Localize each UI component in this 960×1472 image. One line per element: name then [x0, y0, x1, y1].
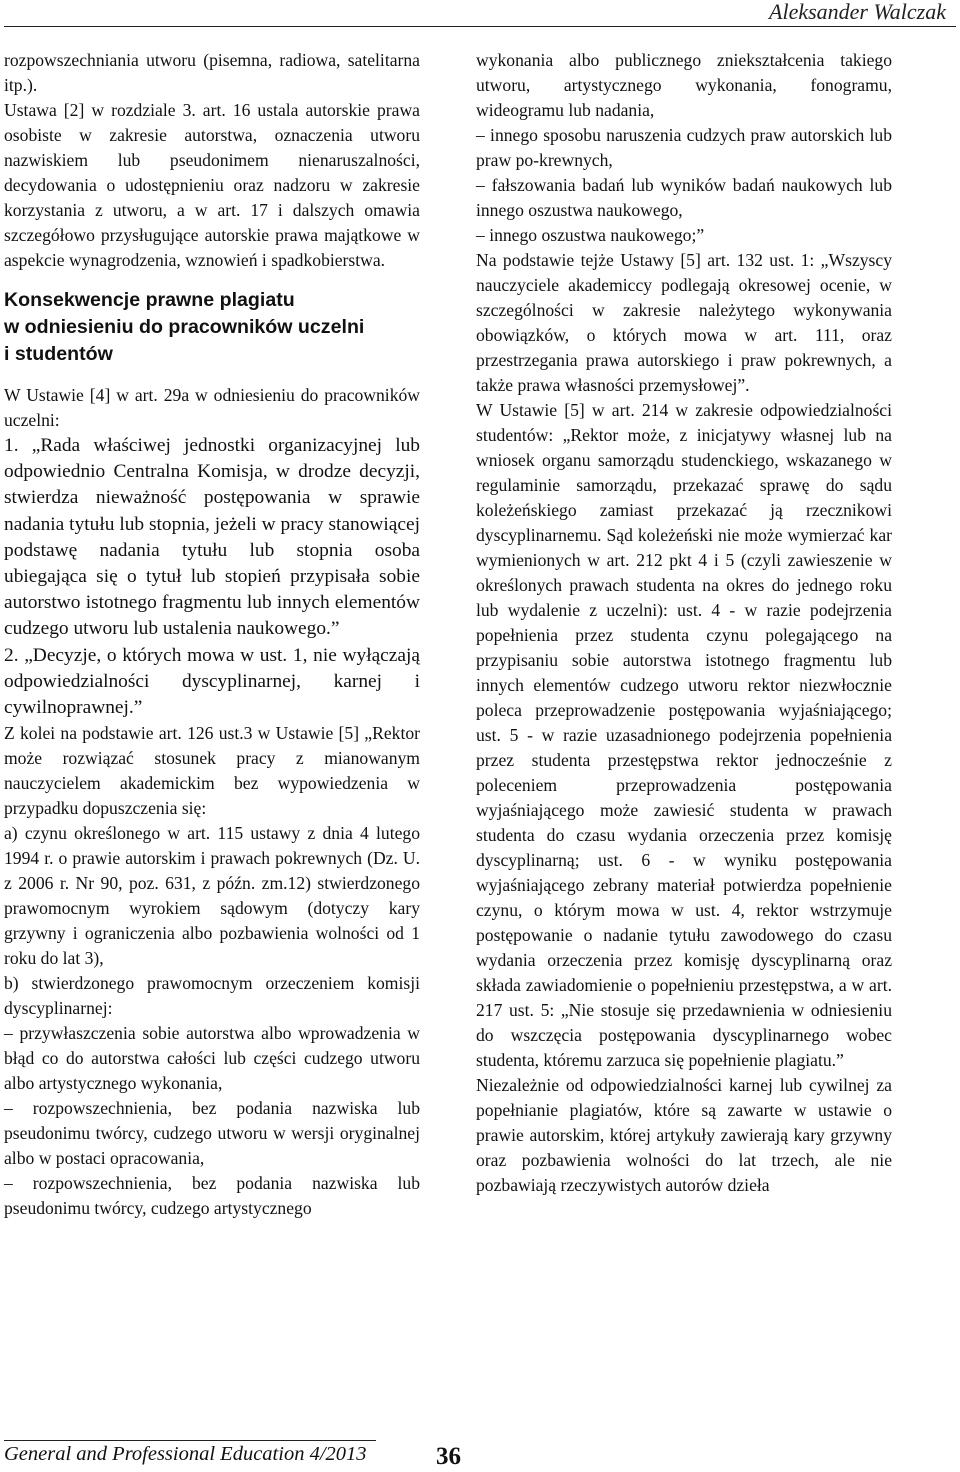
- right-column: [476, 48, 892, 1198]
- paragraph: W Ustawie [5] w art. 214 w zakresie odpowiedzialności studentów: „Rektor może, z inicjatywy własnej lub na wniosek organu samorządu studenckiego, wskazanego w regulaminie samorządu, przekazać sprawę do sądu koleżeńskiego zamiast przekazać ją rzecznikowi dyscyplinarnemu. Sąd koleżeński nie może wymierzać kar wymienionych w art. 212 pkt 4 i 5 (czyli zawieszenie w określonych prawach studenta na okres do jednego roku lub wydalenie z uczelni): ust. 4 - w razie podejrzenia popełnienia przez studenta czynu polegającego na przypisaniu sobie autorstwa istotnego fragmentu lub innych elementów cudzego utworu rektor niezwłocznie poleca przeprowadzenie postępowania wyjaśniającego; ust. 5 - w razie uzasadnionego podejrzenia popełnienia przez studenta przestępstwa rektor jednocześnie z poleceniem przeprowadzenia postępowania wyjaśniającego może zawiesić studenta w prawach studenta do czasu wydania orzeczenia przez komisję dyscyplinarną; ust. 6 - w wyniku postępowania wyjaśniającego zebrany materiał potwierdza popełnienie czynu, o którym mowa w ust. 4, rektor wstrzymuje postępowanie o nadanie tytułu zawodowego do czasu wydania orzeczenia przez komisję dyscyplinarną oraz składa zawiadomienie o popełnieniu przestępstwa, a w art. 217 ust. 5: „Nie stosuje się przedawnienia w odniesieniu do wszczęcia postępowania dyscyplinarnego wobec studenta, któremu zarzuca się popełnienie plagiatu.”: [476, 400, 892, 1070]
- journal-title: General and Professional Education: [4, 1443, 305, 1465]
- section-heading-line: Konsekwencje prawne plagiatu: [4, 289, 295, 311]
- section-heading: [4, 287, 420, 368]
- list-item: – przywłaszczenia sobie autorstwa albo wprowadzenia w błąd co do autorstwa całości lub części cudzego utworu albo artystycznego wykonania,: [4, 1023, 420, 1094]
- paragraph: wykonania albo publicznego zniekształcenia takiego utworu, artystycznego wykonania, fonogramu, wideogramu lub nadania,: [476, 50, 892, 120]
- list-item: – fałszowania badań lub wyników badań naukowych lub innego oszustwa naukowego,: [476, 175, 892, 220]
- paragraph: rozpowszechniania utworu (pisemna, radiowa, satelitarna itp.).: [4, 50, 420, 95]
- paragraph: b) stwierdzonego prawomocnym orzeczeniem komisji dyscyplinarnej:: [4, 973, 420, 1019]
- header-rule: [4, 26, 956, 27]
- running-head-author: Aleksander Walczak: [769, 0, 946, 24]
- section-heading-line: i studentów: [4, 343, 113, 365]
- page-number: 36: [436, 1443, 461, 1470]
- journal-issue: 4/2013: [309, 1443, 367, 1465]
- paragraph: Niezależnie od odpowiedzialności karnej lub cywilnej za popełnianie plagiatów, które są zawarte w ustawie o prawie autorskim, której artykuły zawierają kary grzywny oraz pozbawienia wolności do lat trzech, ale nie pozbawiają rzeczywistych autorów dzieła: [476, 1075, 892, 1195]
- footer-rule: [4, 1440, 376, 1441]
- section-heading-line: w odniesieniu do pracowników uczelni: [4, 316, 365, 338]
- paragraph: a) czynu określonego w art. 115 ustawy z dnia 4 lutego 1994 r. o prawie autorskim i prawach pokrewnych (Dz. U. z 2006 r. Nr 90, poz. 631, z późn. zm.12) stwierdzonego prawomocnym wyrokiem sądowym (dotyczy kary grzywny i ograniczenia albo pozbawienia wolności od 1 roku do lat 3),: [4, 823, 420, 969]
- left-column: [4, 48, 420, 1221]
- paragraph: W Ustawie [4] w art. 29a w odniesieniu do pracowników uczelni:: [4, 385, 420, 430]
- paragraph: Ustawa [2] w rozdziale 3. art. 16 ustala autorskie prawa osobiste w zakresie autorstwa, oznaczenia utworu nazwiskiem lub pseudonimem nienaruszalności, decydowania o udostępnieniu oraz nadzoru w zakresie korzystania z utworu, a w art. 17 i dalszych omawia szczegółowo przysługujące autorskie prawa majątkowe w aspekcie wynagrodzenia, wznowień i spadkobierstwa.: [4, 100, 420, 270]
- list-item: – rozpowszechnienia, bez podania nazwiska lub pseudonimu twórcy, cudzego artystycznego: [4, 1173, 420, 1219]
- paragraph: Na podstawie tejże Ustawy [5] art. 132 ust. 1: „Wszyscy nauczyciele akademiccy podlegają okresowej ocenie, w szczególności w zakresie należytego wykonywania obowiązków, o których mowa w art. 111, oraz przestrzegania prawa autorskiego i praw pokrewnych, a także prawa własności przemysłowej”.: [476, 250, 892, 395]
- quote-paragraph: 2. „Decyzje, o których mowa w ust. 1, nie wyłączają odpowiedzialności dyscyplinarnej, karnej i cywilnoprawnej.”: [4, 644, 420, 719]
- list-item: – innego oszustwa naukowego;”: [476, 225, 705, 245]
- list-item: – rozpowszechnienia, bez podania nazwiska lub pseudonimu twórcy, cudzego utworu w wersji oryginalnej albo w postaci opracowania,: [4, 1098, 420, 1169]
- paragraph: Z kolei na podstawie art. 126 ust.3 w Ustawie [5] „Rektor może rozwiązać stosunek pracy z mianowanym nauczycielem akademickim bez wypowiedzenia w przypadku dopuszczenia się:: [4, 723, 420, 819]
- footer-journal: [4, 1442, 367, 1466]
- list-item: – innego sposobu naruszenia cudzych praw autorskich lub praw po-krewnych,: [476, 125, 892, 170]
- quote-paragraph: 1. „Rada właściwej jednostki organizacyjnej lub odpowiednio Centralna Komisja, w drodze decyzji, stwierdza nieważność postępowania w sprawie nadania tytułu lub stopnia, jeżeli w pracy stanowiącej podstawę nadania tytułu lub stopnia osoba ubiegająca się o tytuł lub stopień przypisała sobie autorstwo istotnego fragmentu lub innych elementów cudzego utworu lub ustalenia naukowego.”: [4, 435, 420, 640]
